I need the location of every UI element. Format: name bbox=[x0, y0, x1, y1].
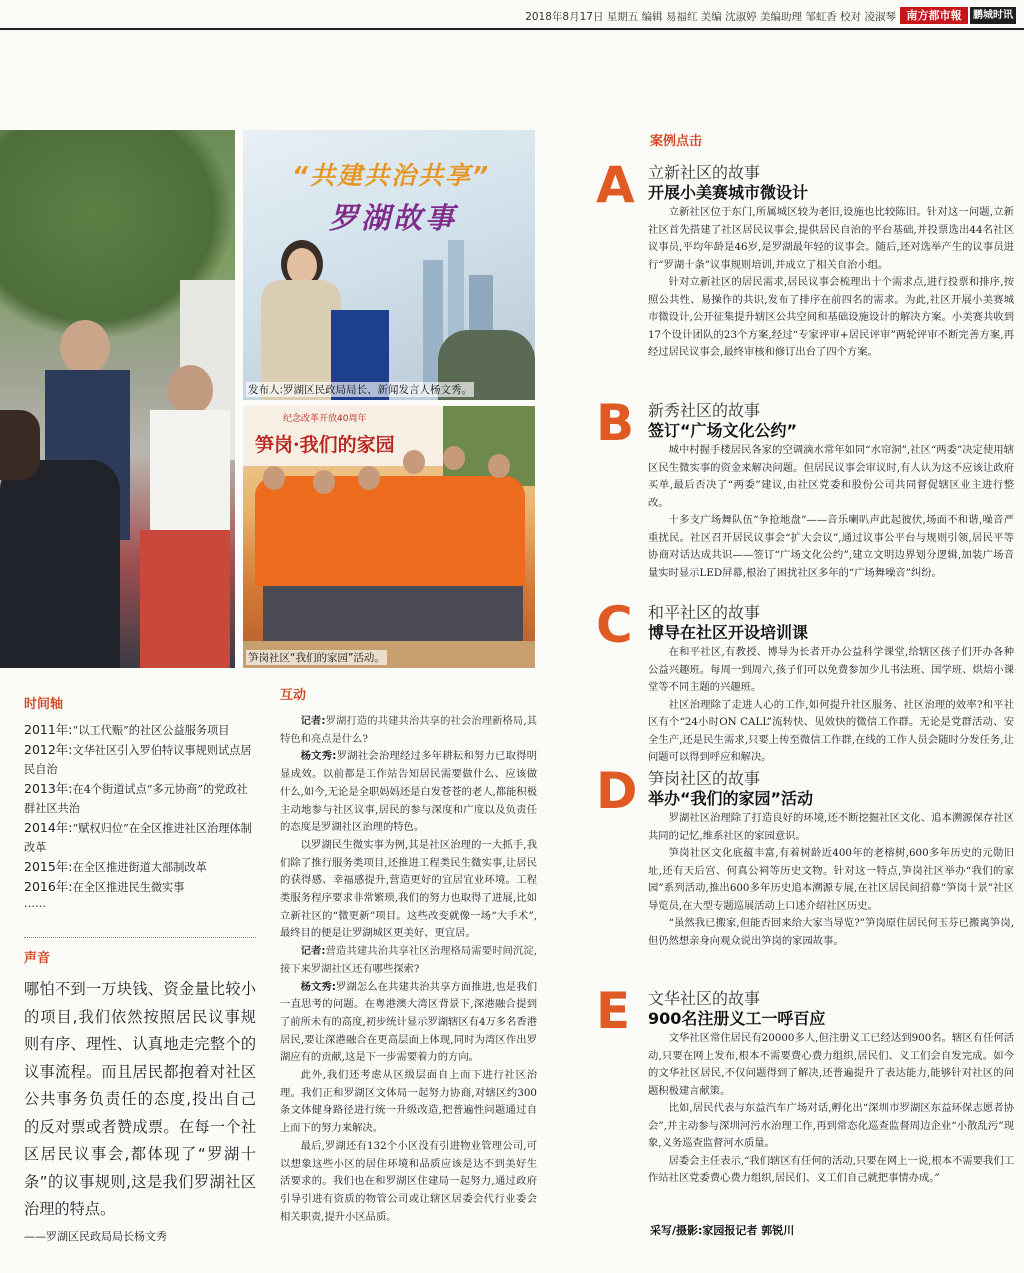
interview-text: 最后,罗湖还有132个小区没有引进物业管理公司,可以想象这些小区的居住环境和品质应该是达不到美好生活要求的。我们也在和罗湖区住建局一起努力,通过政府引导引进有资质的物管公司或让辖区居委会代行业委会相关职责,提升小区品质。 bbox=[280, 1139, 537, 1223]
interview-text: 罗湖怎么在共建共治共享方面推进,也是我们一直思考的问题。在粤港澳大湾区背景下,深港融合提到了前所未有的高度,初步统计显示罗湖辖区有4万多名香港居民,要让深港融合在更高层面上体现,同时为湾区作出罗湖应有的贡献,这是下一步需要着力的方向。 bbox=[280, 980, 537, 1064]
case-paragraph: 笋岗社区文化底蕴丰富,有着树龄近400年的老榕树,600多年历史的元勋旧址,还有天后宫、何真公祠等历史文物。针对这一特点,笋岗社区举办“我们的家园”系列活动,推出600多年历史追本溯源专展,在社区居民间招募“笋岗十景”社区导览员,在大型专题巡展活动上口述介绍社区历史。 bbox=[648, 847, 1014, 912]
case-letter: B bbox=[596, 394, 635, 452]
speaker-caption: 发布人:罗湖区民政局局长、新闻发言人杨文秀。 bbox=[248, 384, 473, 396]
voice-signature: ——罗湖区民政局局长杨文秀 bbox=[24, 1229, 167, 1243]
timeline-year: 2011年: bbox=[24, 722, 73, 737]
interview-heading: 互动 bbox=[280, 688, 307, 703]
case-letter: C bbox=[596, 596, 633, 654]
case-subtitle: 举办“我们的家园”活动 bbox=[648, 789, 814, 808]
interview-text: 罗湖打造的共建共治共享的社会治理新格局,其特色和亮点是什么? bbox=[280, 715, 537, 745]
case-paragraph: 比如,居民代表与东益汽车广场对话,孵化出“深圳市罗湖区东益环保志愿者协会”,并主动参与深圳河污水治理工作,再到常态化巡查监督周边企业“小散乱污”现象,义务巡查监督河水质量。 bbox=[648, 1102, 1014, 1149]
voice-section bbox=[24, 947, 256, 1244]
interview-section bbox=[280, 684, 537, 1226]
masthead-info: 2018年8月17日 星期五 编辑 易福红 美编 沈淑婷 美编助理 邹虹香 校对 凌淑琴 bbox=[525, 11, 896, 23]
masthead bbox=[0, 0, 1024, 30]
poster-title: 罗湖故事 bbox=[328, 201, 457, 235]
timeline-more: …… bbox=[24, 897, 46, 910]
interview-answer bbox=[280, 837, 537, 943]
case-letter: E bbox=[596, 982, 631, 1040]
voice-quote: 哪怕不到一万块钱、资金量比较小的项目,我们依然按照居民议事规则有序、理性、认真地走完整个的议事流程。而且居民都抱着对社区公共事务负责任的态度,投出自己的反对票或者赞成票。在每一个社区居民议事会,都体现了“罗湖十条”的议事规则,这是我们罗湖社区治理的特点。 bbox=[24, 980, 256, 1218]
case-paragraph: “虽然我已搬家,但能否回来给大家当导览?”笋岗原住居民何玉芬已搬离笋岗,但仍然想亲身向观众说出笋岗的家园故事。 bbox=[648, 917, 1014, 947]
timeline-item bbox=[24, 740, 256, 779]
interview-answer bbox=[280, 1067, 537, 1138]
case-subtitle: 博导在社区开设培训课 bbox=[648, 623, 809, 642]
poster-slogan: “共建共治共享” bbox=[291, 161, 491, 190]
case-paragraph: 罗湖社区治理除了打造良好的环境,还不断挖掘社区文化、追本溯源保存社区共同的记忆,维系社区的家园意识。 bbox=[648, 812, 1014, 842]
banner-title: 笋岗·我们的家园 bbox=[255, 434, 395, 456]
case-paragraph: 立新社区位于东门,所属城区较为老旧,设施也比较陈旧。针对这一问题,立新社区首先搭建了社区居民议事会,提供居民自治的平台基础,并投票选出44名社区议事员,平均年龄是46岁,是罗湖最年轻的议事会。随后,还对选举产生的议事员进行“罗湖十条”议事规则培训,并成立了相关自治小组。 bbox=[648, 206, 1014, 271]
speaker-photo bbox=[243, 130, 535, 400]
timeline-text: “赋权归位”在全区推进社区治理体制改革 bbox=[24, 822, 252, 854]
timeline-item bbox=[24, 877, 256, 897]
timeline-item bbox=[24, 818, 256, 857]
timeline-list bbox=[24, 720, 256, 897]
interview-question bbox=[280, 713, 537, 748]
case-paragraph: 文华社区常住居民有20000多人,但注册义工已经达到900名。辖区有任何活动,只要在网上发布,根本不需要费心费力组织,居民们、义工们会自发完成。如今的文华社区居民,不仅问题得到了解决,还普遍提升了表达能力,能够针对社区的问题积极建言献策。 bbox=[648, 1032, 1014, 1097]
byline: 采写/摄影:家园报记者 郭锐川 bbox=[650, 1224, 795, 1237]
case-letter: A bbox=[596, 156, 635, 214]
group-photo bbox=[243, 406, 535, 668]
section-brand: 鹏城时讯 bbox=[970, 7, 1016, 24]
case-title: 文华社区的故事 bbox=[648, 989, 761, 1008]
case-body bbox=[648, 810, 1014, 950]
case-subtitle: 900名注册义工一呼百应 bbox=[648, 1009, 826, 1028]
timeline-item bbox=[24, 720, 256, 740]
timeline-year: 2015年: bbox=[24, 859, 73, 874]
interview-text: 罗湖社会治理经过多年耕耘和努力已取得明显成效。以前都是工作站告知居民需要做什么、应该做什么,如今,无论是全职妈妈还是白发苍苍的老人,都能积极主动地参与社区议事,居民的参与深度和广度以及负责任的态度是罗湖社区治理的特色。 bbox=[280, 750, 537, 834]
case-body bbox=[648, 204, 1014, 362]
section-divider bbox=[24, 937, 256, 938]
interview-body bbox=[280, 713, 537, 1226]
case-letter: D bbox=[596, 762, 638, 820]
case-title: 笋岗社区的故事 bbox=[648, 769, 761, 788]
interview-answer bbox=[280, 979, 537, 1068]
speaker-label: 杨文秀: bbox=[300, 750, 337, 763]
timeline-item bbox=[24, 857, 256, 877]
case-paragraph: 十多支广场舞队伍“争抢地盘”——音乐喇叭声此起彼伏,场面不和谐,噪音严重扰民。社区召开居民议事会“扩大会议”,通过议事公平台与规则引领,居民平等协商对话达成共识——签订“广场文化公约”,建立文明边界划分逻辑,加装广场音量实时显示LED屏幕,根治了困扰社区多年的“广场舞噪音”纠纷。 bbox=[648, 514, 1014, 579]
interview-text: 此外,我们还考虑从区级层面自上而下进行社区治理。我们正和罗湖区文体局一起努力协商,对辖区约300条文体健身路径进行统一升级改造,把普遍性问题通过自上而下的努力来解决。 bbox=[280, 1069, 537, 1135]
case-title: 立新社区的故事 bbox=[648, 163, 761, 182]
interview-text: 营造共建共治共享社区治理格局需要时间沉淀,接下来罗湖社区还有哪些探索? bbox=[280, 945, 537, 975]
timeline-year: 2012年: bbox=[24, 742, 73, 757]
case-body bbox=[648, 442, 1014, 582]
masthead-rule bbox=[0, 28, 1024, 30]
timeline-item bbox=[24, 779, 256, 818]
banner-anniversary: 纪念改革开放40周年 bbox=[283, 414, 367, 424]
timeline-year: 2013年: bbox=[24, 781, 73, 796]
timeline-text: 在全区推进街道大部制改革 bbox=[72, 861, 207, 874]
interview-answer bbox=[280, 1138, 537, 1227]
interview-text: 以罗湖民生微实事为例,其是社区治理的一大抓手,我们除了推行服务类项目,还推进工程类民生微实事,让居民的获得感、幸福感提升,营造更好的宜居宜业环境。工程类服务程序要求非常繁琐,我们的努力也取得了进展,比如立新社区的“微更新”项目。这些改变就像一场“大手术”,最终目的便是让罗湖城区更美好、更宜居。 bbox=[280, 838, 537, 940]
case-paragraph: 城中村握手楼居民各家的空调滴水常年如同“水帘洞”,社区“两委”决定使用辖区民生微实事的资金来解决问题。但居民议事会审议时,有人认为这不应该让政府买单,最后否决了“两委”建议,由社区党委和股份公司共同督促辖区业主进行整改。 bbox=[648, 444, 1014, 509]
case-body bbox=[648, 644, 1014, 767]
timeline-text: 在全区推进民生微实事 bbox=[72, 881, 185, 894]
case-paragraph: 在和平社区,有教授、博导为长者开办公益科学课堂,给辖区孩子们开办各种公益兴趣班。每周一到周六,孩子们可以免费参加少儿书法班、国学班、烘焙小课堂等不同主题的兴趣班。 bbox=[648, 646, 1014, 693]
interview-question bbox=[280, 943, 537, 978]
timeline-heading: 时间轴 bbox=[24, 697, 64, 712]
voice-heading: 声音 bbox=[24, 951, 51, 966]
case-subtitle: 签订“广场文化公约” bbox=[648, 421, 798, 440]
timeline-text: 文华社区引入罗伯特议事规则试点居民自治 bbox=[24, 744, 252, 776]
group-caption: 笋岗社区“我们的家园”活动。 bbox=[248, 652, 385, 664]
speaker-label: 记者: bbox=[300, 945, 326, 958]
timeline-section bbox=[24, 693, 256, 911]
timeline-text: 在4个街道试点“多元协商”的党政社群社区共治 bbox=[24, 783, 248, 815]
case-title: 新秀社区的故事 bbox=[648, 401, 761, 420]
timeline-year: 2014年: bbox=[24, 820, 73, 835]
street-photo bbox=[0, 130, 235, 668]
case-paragraph: 社区治理除了走进人心的工作,如何提升社区服务、社区治理的效率?和平社区有个“24小时ON CALL”流转快、见效快的微信工作群。无论是党群活动、安全生产,还是民生需求,只要上传至微信工作群,在线的工作人员会随时分发任务,让问题可以得到呼应和解决。 bbox=[648, 698, 1014, 763]
speaker-label: 杨文秀: bbox=[300, 980, 336, 993]
interview-answer bbox=[280, 748, 537, 837]
case-title: 和平社区的故事 bbox=[648, 603, 761, 622]
case-subtitle: 开展小美赛城市微设计 bbox=[648, 183, 809, 202]
timeline-year: 2016年: bbox=[24, 879, 73, 894]
case-body bbox=[648, 1030, 1014, 1188]
timeline-text: “以工代赈”的社区公益服务项目 bbox=[72, 724, 230, 737]
newspaper-logo: 南方都市報 bbox=[900, 7, 968, 24]
case-paragraph: 针对立新社区的居民需求,居民议事会梳理出十个需求点,进行投票和排序,按照公共性、易操作的共识,发布了排序在前四名的需求。为此,社区开展小美赛城市微设计,公开征集提升辖区公共空间和基础设施设计的解决方案。小美赛共收到17个设计团队的23个方案,经过“专家评审+居民评审”两轮评审不断完善方案,再经过居民议事会,最终审核和修订出台了四个方案。 bbox=[648, 276, 1014, 358]
case-paragraph: 居委会主任表示,“我们辖区有任何的活动,只要在网上一说,根本不需要我们工作站社区党委费心费力组织,居民们、义工们自己就把事情办成。” bbox=[648, 1154, 1014, 1184]
cases-heading: 案例点击 bbox=[650, 134, 703, 149]
speaker-label: 记者: bbox=[300, 715, 326, 727]
